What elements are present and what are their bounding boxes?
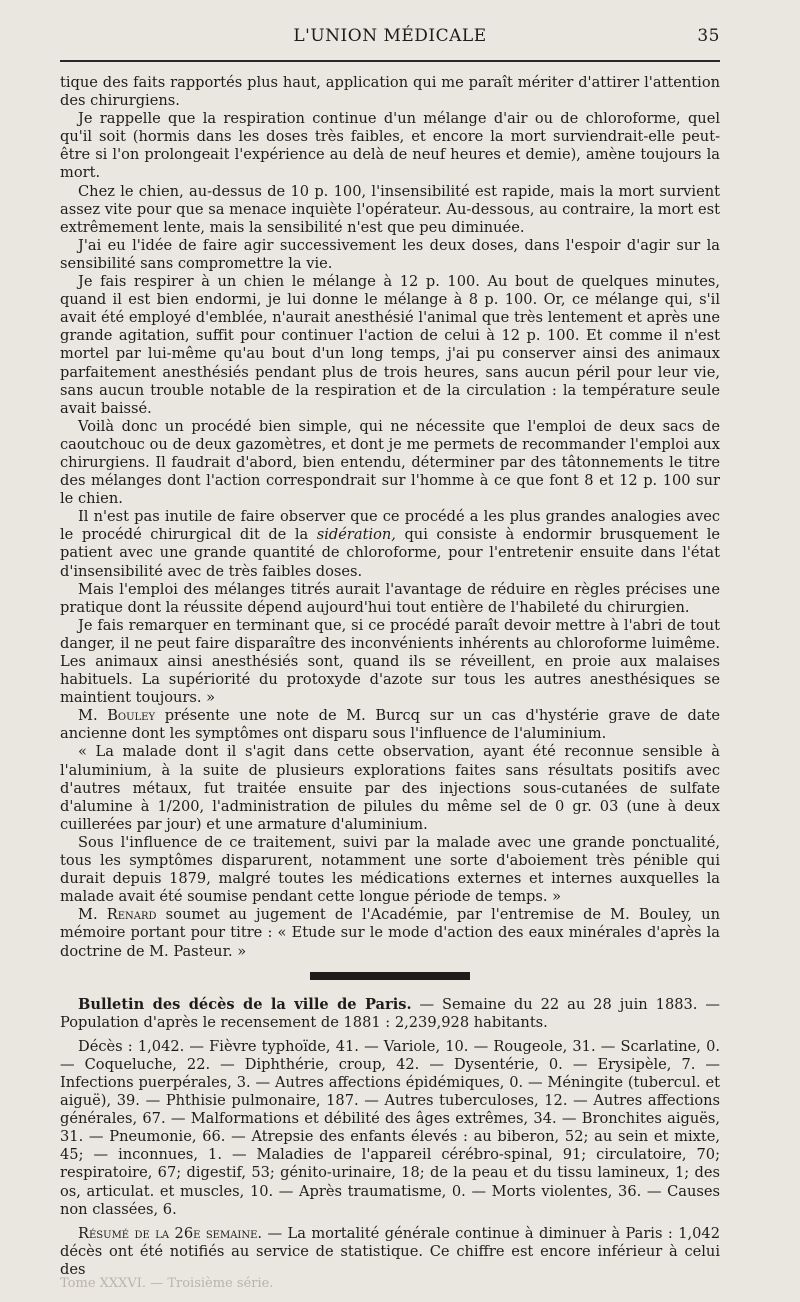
paragraph: Je rappelle que la respiration continue d'un mélange d'air ou de chloroforme, quel qu'il soit (hormis dans les doses très faibles, et encore la mort surviendrait-elle peut-être si l'on prolongeait l'expérience au delà de neuf heures et demie), amène toujours la mort. xyxy=(60,110,720,182)
deaths-list: Décès : 1,042. — Fièvre typhoïde, 41. — Variole, 10. — Rougeole, 31. — Scarlatine, 0. — Coqueluche, 22. — Diphthérie, croup, 42. — Dysentérie, 0. — Erysipèle, 7. — Infections puerpérales, 3. — Autres affections épidémiques, 0. — Méningite (tubercul. et aiguë), 39. — Phthisie pulmonaire, 187. — Autres tuberculoses, 12. — Autres affections générales, 67. — Malformations et débilité des âges extrêmes, 34. — Bronchites aiguës, 31. — Pneumonie, 66. — Atrepsie des enfants élevés : au biberon, 52; au sein et mixte, 45; — inconnues, 1. — Maladies de l'appareil cérébro-spinal, 91; circulatoire, 70; respiratoire, 67; digestif, 53; génito-urinaire, 18; de la peau et du tissu lamineux, 1; des os, articulat. et muscles, 10. — Après traumatisme, 0. — Morts violentes, 36. — Causes non classées, 6. xyxy=(60,1037,720,1218)
section-separator xyxy=(60,972,720,982)
italic-term: sidération, xyxy=(316,526,396,544)
paragraph: Mais l'emploi des mélanges titrés aurait l'avantage de réduire en règles précises une pratique dont la réussite dépend aujourd'hui tout entière de l'habileté du chirurgien. xyxy=(60,580,720,616)
bulletin-title: Bulletin des décès de la ville de Paris. xyxy=(78,995,412,1013)
weekly-summary xyxy=(60,1225,720,1279)
journal-title: L'UNION MÉDICALE xyxy=(293,26,487,46)
text-run: Il n'est pas inutile de faire observer que ce procédé a les plus grandes analogies avec le procédé chirurgical dit de la xyxy=(60,508,720,544)
paragraph: Je fais respirer à un chien le mélange à 12 p. 100. Au bout de quelques minutes, quand il est bien endormi, je lui donne le mélange à 8 p. 100. Or, ce mélange qui, s'il avait été employé d'emblée, n'aurait anesthésié l'animal que très lentement et après une grande agitation, suffit pour continuer l'action de celui à 12 p. 100. Et comme il n'est mortel par lui-même qu'au bout d'un long temps, j'ai pu conserver ainsi des animaux parfaitement anesthésiés pendant plus de trois heures, sans aucun péril pour leur vie, sans aucun trouble notable de la respiration et de la circulation : la température seule avait baissé. xyxy=(60,273,720,417)
speaker-name: M. Bouley xyxy=(78,707,156,725)
paragraph: « La malade dont il s'agit dans cette observation, ayant été reconnue sensible à l'aluminium, à la suite de plusieurs explorations faites sans résultats positifs avec d'autres métaux, fut traitée ensuite par des injections sous-cutanées de sulfate d'alumine à 1/200, l'administration de pilules du même sel de 0 gr. 03 (une à deux cuillerées par jour) et une armature d'aluminium. xyxy=(60,743,720,833)
paragraph: tique des faits rapportés plus haut, application qui me paraît mériter d'attirer l'attention des chirurgiens. xyxy=(60,74,720,110)
separator-bar xyxy=(310,972,470,980)
paragraph: Chez le chien, au-dessus de 10 p. 100, l'insensibilité est rapide, mais la mort survient assez vite pour que sa menace inquiète l'opérateur. Au-dessous, au contraire, la mort est extrêmement lente, mais la sensibilité n'est que peu diminuée. xyxy=(60,182,720,236)
text-run: — La mortalité générale continue à diminuer à Paris : 1,042 décès ont été notifiés au service de statistique. Ce chiffre est encore inférieur à celui des xyxy=(60,1224,720,1278)
running-header xyxy=(60,26,720,50)
page-footer: Tome XXXVI. — Troisième série. xyxy=(60,1276,274,1291)
paragraph: Sous l'influence de ce traitement, suivi par la malade avec une grande ponctualité, tous les symptômes disparurent, notamment une sorte d'aboiement très pénible qui durait depuis 1879, malgré toutes les médications externes et internes auxquelles la malade avait été soumise pendant cette longue période de temps. » xyxy=(60,833,720,906)
paragraph-syderation xyxy=(60,508,720,580)
paragraph: Je fais remarquer en terminant que, si ce procédé paraît devoir mettre à l'abri de tout danger, il ne peut faire disparaître des inconvénients inhérents au chloroforme luimême. Les animaux ainsi anesthésiés sont, quand ils se réveillent, en proie aux malaises habituels. La supériorité du protoxyde d'azote sur tous les autres anesthésiques se maintient toujours. » xyxy=(60,616,720,707)
bulletin-heading xyxy=(60,996,720,1032)
paragraph xyxy=(60,707,720,743)
speaker-name: M. Renard xyxy=(78,906,157,924)
page-number: 35 xyxy=(697,26,720,46)
article-body xyxy=(60,74,720,1279)
text-run: qui consiste à endormir brusquement le patient avec une grande quantité de chloroforme, pour l'entretenir ensuite dans l'état d'insensibilité avec de très faibles doses. xyxy=(60,526,720,580)
header-rule xyxy=(60,60,720,62)
paragraph: J'ai eu l'idée de faire agir successivement les deux doses, dans l'espoir d'agir sur la sensibilité sans compromettre la vie. xyxy=(60,236,720,272)
text-run: présente une note de M. Burcq sur un cas d'hystérie grave de date ancienne dont les symptômes ont disparu sous l'influence de l'aluminium. xyxy=(60,707,720,743)
text-run: — Semaine du 22 au 28 juin 1883. — Population d'après le recensement de 1881 : 2,239,928 habitants. xyxy=(60,995,720,1031)
paragraph: Voilà donc un procédé bien simple, qui ne nécessite que l'emploi de deux sacs de caoutchouc ou de deux gazomètres, et dont je me permets de recommander l'emploi aux chirurgiens. Il faudrait d'abord, bien entendu, déterminer par des tâtonnements le titre des mélanges dont l'action correspondrait sur l'homme à ce que font 8 et 12 p. 100 sur le chien. xyxy=(60,417,720,508)
summary-label: Résumé de la 26e semaine. xyxy=(78,1224,263,1242)
paragraph xyxy=(60,906,720,960)
text-run: soumet au jugement de l'Académie, par l'entremise de M. Bouley, un mémoire portant pour titre : « Etude sur le mode d'action des eaux minérales d'après la doctrine de M. Pasteur. » xyxy=(60,906,720,960)
